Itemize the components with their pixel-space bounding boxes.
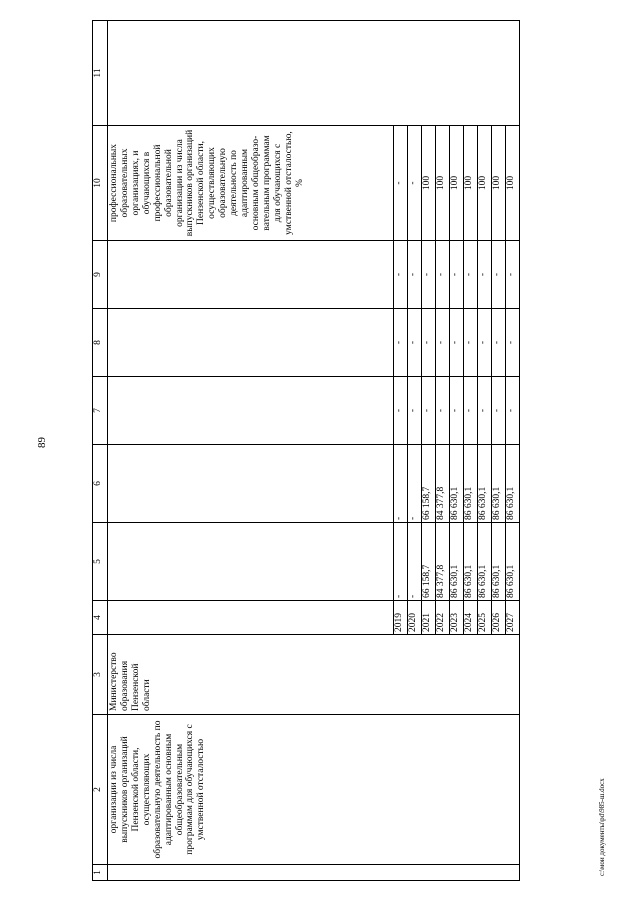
- amount-col5-cell: 84 377,8: [436, 523, 450, 601]
- amount-col6-cell: -: [408, 445, 422, 523]
- year-cell: 2019: [394, 601, 408, 635]
- amount-col9-cell: -: [450, 241, 464, 309]
- indicator-value-cell: 100: [464, 126, 478, 241]
- amount-col5-cell: 86 630,1: [450, 523, 464, 601]
- description-row: [108, 21, 394, 881]
- year-cell: 2026: [492, 601, 506, 635]
- rotated-table-container: [92, 21, 612, 881]
- year-cell: 2021: [422, 601, 436, 635]
- column-number: 4: [93, 601, 108, 635]
- notes-cell: [108, 21, 520, 126]
- amount-col7-cell: -: [478, 377, 492, 445]
- column-number: 9: [93, 241, 108, 309]
- amount-col8-cell: -: [492, 309, 506, 377]
- amount-col8-cell: -: [394, 309, 408, 377]
- indicator-description-cell: профессиональных образовательных организациях, и обучающихся в профессиональной образовательной организации из числа выпускников организаций Пензенской области, осуществляющих образовательную деятельность по адаптированным основным общеобразо-вательным программам для обучающихся с умственной отсталостью, %: [108, 126, 394, 241]
- amount-col7-cell: -: [408, 377, 422, 445]
- year-cell: 2022: [436, 601, 450, 635]
- amount-col6-cell: 86 630,1: [506, 445, 520, 523]
- column-number: 11: [93, 21, 108, 126]
- amount-col6-cell: -: [394, 445, 408, 523]
- amount-col7-cell: -: [450, 377, 464, 445]
- amount-col5-cell: 86 630,1: [506, 523, 520, 601]
- year-cell: 2025: [478, 601, 492, 635]
- amount-col8-cell: -: [450, 309, 464, 377]
- indicator-value-cell: 100: [478, 126, 492, 241]
- empty-cell: [108, 601, 394, 635]
- year-cell: 2023: [450, 601, 464, 635]
- year-cell: 2027: [506, 601, 520, 635]
- column-number: 6: [93, 445, 108, 523]
- activity-description-cell: организации из числа выпускников организаций Пензенской области, осуществляющих образовательную деятельность по адаптированным основным общеобразовательным программам для обучающихся с умственной отсталостью: [108, 715, 520, 865]
- amount-col5-cell: -: [408, 523, 422, 601]
- indicator-value-cell: 100: [492, 126, 506, 241]
- amount-col5-cell: 66 158,7: [422, 523, 436, 601]
- responsible-executor-cell: Министерство образования Пензенской области: [108, 635, 520, 715]
- column-number: 5: [93, 523, 108, 601]
- amount-col9-cell: -: [394, 241, 408, 309]
- amount-col7-cell: -: [464, 377, 478, 445]
- amount-col5-cell: 86 630,1: [478, 523, 492, 601]
- amount-col9-cell: -: [408, 241, 422, 309]
- amount-col8-cell: -: [408, 309, 422, 377]
- indicator-value-cell: 100: [436, 126, 450, 241]
- amount-col7-cell: -: [422, 377, 436, 445]
- row-number-cell: [108, 865, 520, 881]
- amount-col8-cell: -: [464, 309, 478, 377]
- column-number: 2: [93, 715, 108, 865]
- amount-col9-cell: -: [478, 241, 492, 309]
- amount-col6-cell: 86 630,1: [492, 445, 506, 523]
- empty-cell: [108, 377, 394, 445]
- page-number: 89: [36, 437, 48, 448]
- amount-col6-cell: 84 377,8: [436, 445, 450, 523]
- amount-col9-cell: -: [422, 241, 436, 309]
- amount-col8-cell: -: [478, 309, 492, 377]
- amount-col6-cell: 86 630,1: [478, 445, 492, 523]
- column-number: 10: [93, 126, 108, 241]
- amount-col7-cell: -: [492, 377, 506, 445]
- file-path-footer: c:\мои документы\pd\985-ш.docx: [598, 778, 606, 876]
- indicator-value-cell: -: [408, 126, 422, 241]
- column-number-row: [93, 21, 108, 881]
- amount-col8-cell: -: [506, 309, 520, 377]
- column-number: 8: [93, 309, 108, 377]
- amount-col5-cell: 86 630,1: [492, 523, 506, 601]
- amount-col7-cell: -: [436, 377, 450, 445]
- column-number: 7: [93, 377, 108, 445]
- amount-col6-cell: 86 630,1: [464, 445, 478, 523]
- amount-col7-cell: -: [394, 377, 408, 445]
- year-cell: 2024: [464, 601, 478, 635]
- indicator-value-cell: 100: [506, 126, 520, 241]
- amount-col5-cell: -: [394, 523, 408, 601]
- year-cell: 2020: [408, 601, 422, 635]
- empty-cell: [108, 241, 394, 309]
- column-number: 3: [93, 635, 108, 715]
- indicator-value-cell: -: [394, 126, 408, 241]
- program-table: [92, 20, 520, 881]
- empty-cell: [108, 523, 394, 601]
- empty-cell: [108, 309, 394, 377]
- amount-col7-cell: -: [506, 377, 520, 445]
- indicator-value-cell: 100: [422, 126, 436, 241]
- amount-col8-cell: -: [422, 309, 436, 377]
- empty-cell: [108, 445, 394, 523]
- column-number: 1: [93, 865, 108, 881]
- amount-col9-cell: -: [464, 241, 478, 309]
- amount-col6-cell: 86 630,1: [450, 445, 464, 523]
- amount-col9-cell: -: [492, 241, 506, 309]
- amount-col8-cell: -: [436, 309, 450, 377]
- amount-col9-cell: -: [506, 241, 520, 309]
- amount-col6-cell: 66 158,7: [422, 445, 436, 523]
- amount-col5-cell: 86 630,1: [464, 523, 478, 601]
- indicator-value-cell: 100: [450, 126, 464, 241]
- amount-col9-cell: -: [436, 241, 450, 309]
